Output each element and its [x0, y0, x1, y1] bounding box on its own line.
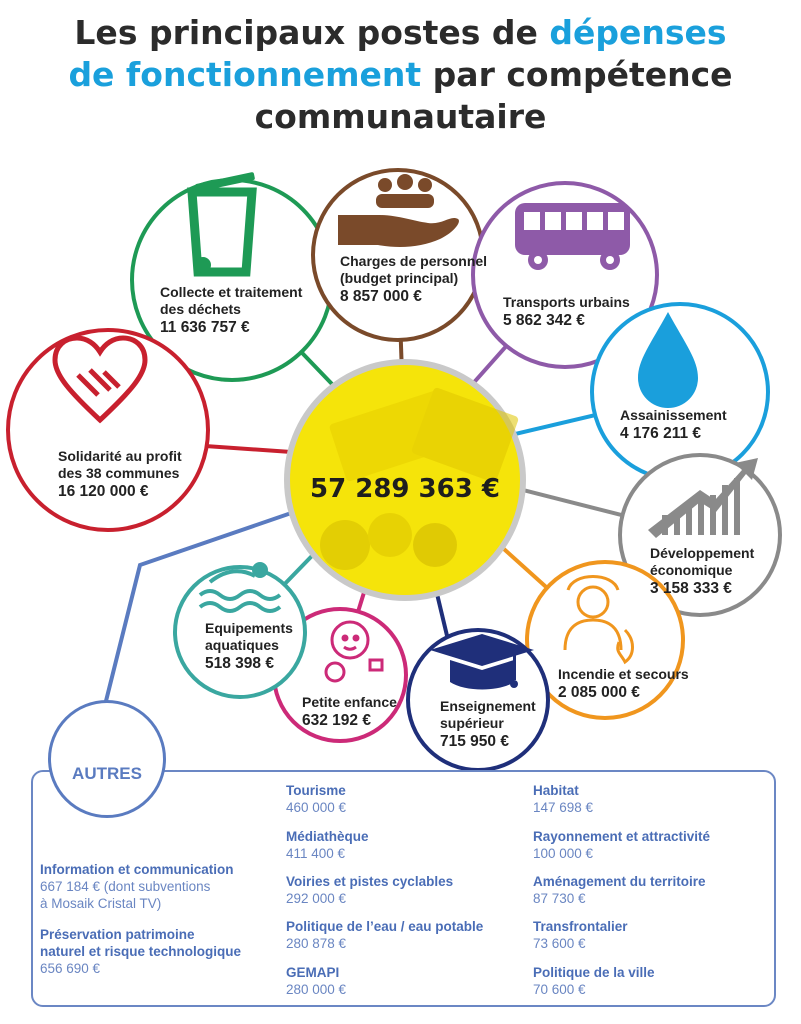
circle-solidarite: [8, 330, 208, 530]
autres-item-politique-ville: [533, 964, 763, 998]
autres-item-information: [40, 861, 280, 912]
poste-developpement-name: Développement économique: [650, 545, 755, 578]
autres-item-value: 280 878 €: [286, 936, 347, 951]
poste-assainissement: [620, 407, 727, 442]
autres-item-name: Transfrontalier: [533, 919, 628, 934]
title-line1-dark: Les principaux postes de: [74, 13, 550, 52]
poste-transports: [503, 294, 630, 329]
autres-item-name: GEMAPI: [286, 965, 340, 980]
poste-collecte: [160, 284, 302, 336]
title-line3-dark: communautaire: [254, 97, 547, 136]
poste-aquatiques-amount: 518 398 €: [205, 655, 274, 672]
autres-item-tourisme: [286, 782, 516, 816]
autres-item-name: Rayonnement et attractivité: [533, 829, 711, 844]
autres-item-name: Voiries et pistes cyclables: [286, 874, 454, 889]
poste-petite-enfance: [302, 694, 397, 729]
autres-item-name: Politique de la ville: [533, 965, 655, 980]
autres-item-gemapi: [286, 964, 516, 998]
autres-title: AUTRES: [72, 764, 142, 783]
autres-item-value: 70 600 €: [533, 982, 586, 997]
poste-solidarite: [58, 448, 182, 500]
autres-item-name: Médiathèque: [286, 829, 369, 844]
poste-incendie: [558, 666, 689, 701]
poste-developpement: [650, 545, 754, 597]
poste-petite-enfance-amount: 632 192 €: [302, 712, 371, 729]
autres-item-voiries: [286, 873, 516, 907]
autres-item-eau: [286, 918, 516, 952]
poste-aquatiques-name: Equipements aquatiques: [205, 620, 293, 653]
poste-personnel-name: Charges de personnel (budget principal): [340, 253, 488, 286]
poste-petite-enfance-name: Petite enfance: [302, 694, 397, 710]
autres-item-value: 411 400 €: [286, 846, 346, 861]
autres-item-name: Aménagement du territoire: [533, 874, 706, 889]
poste-enseignement-name: Enseignement supérieur: [440, 698, 536, 731]
autres-item-mediatheque: [286, 828, 516, 862]
autres-item-name: Information et communication: [40, 862, 234, 877]
autres-item-value: 87 730 €: [533, 891, 586, 906]
title-line1-blue: dépenses: [549, 13, 727, 52]
poste-assainissement-amount: 4 176 211 €: [620, 425, 702, 442]
autres-item-habitat: [533, 782, 763, 816]
autres-item-value: 147 698 €: [533, 800, 594, 815]
poste-collecte-name: Collecte et traitement des déchets: [160, 284, 303, 317]
poste-enseignement: [440, 698, 536, 750]
autres-item-value: 100 000 €: [533, 846, 594, 861]
poste-incendie-amount: 2 085 000 €: [558, 684, 640, 701]
autres-item-value: 73 600 €: [533, 936, 586, 951]
autres-item-value: 280 000 €: [286, 982, 347, 997]
total-amount: 57 289 363 €: [310, 474, 500, 504]
autres-item-amenagement: [533, 873, 763, 907]
poste-personnel-amount: 8 857 000 €: [340, 288, 422, 305]
poste-enseignement-amount: 715 950 €: [440, 733, 509, 750]
autres-item-value: 667 184 € (dont subventions à Mosaik Cristal TV): [40, 879, 211, 911]
poste-personnel: [340, 253, 487, 305]
poste-assainissement-name: Assainissement: [620, 407, 727, 423]
poste-solidarite-amount: 16 120 000 €: [58, 483, 149, 500]
poste-developpement-amount: 3 158 333 €: [650, 580, 732, 597]
autres-item-preservation: [40, 926, 280, 977]
poste-transports-name: Transports urbains: [503, 294, 630, 310]
title-line2-blue: de fonctionnement: [68, 55, 422, 94]
poste-incendie-name: Incendie et secours: [558, 666, 689, 682]
poste-collecte-amount: 11 636 757 €: [160, 319, 250, 336]
poste-transports-amount: 5 862 342 €: [503, 312, 585, 329]
autres-item-name: Tourisme: [286, 783, 346, 798]
autres-item-name: Préservation patrimoine naturel et risque technologique: [40, 927, 242, 959]
autres-item-value: 656 690 €: [40, 961, 101, 976]
autres-item-rayonnement: [533, 828, 763, 862]
title-line2-dark: par compétence: [421, 55, 733, 94]
autres-item-name: Politique de l’eau / eau potable: [286, 919, 484, 934]
autres-item-transfrontalier: [533, 918, 763, 952]
autres-item-value: 292 000 €: [286, 891, 347, 906]
poste-solidarite-name: Solidarité au profit des 38 communes: [58, 448, 182, 481]
poste-aquatiques: [205, 620, 293, 672]
autres-item-name: Habitat: [533, 783, 579, 798]
autres-circle: [48, 700, 166, 818]
autres-item-value: 460 000 €: [286, 800, 347, 815]
